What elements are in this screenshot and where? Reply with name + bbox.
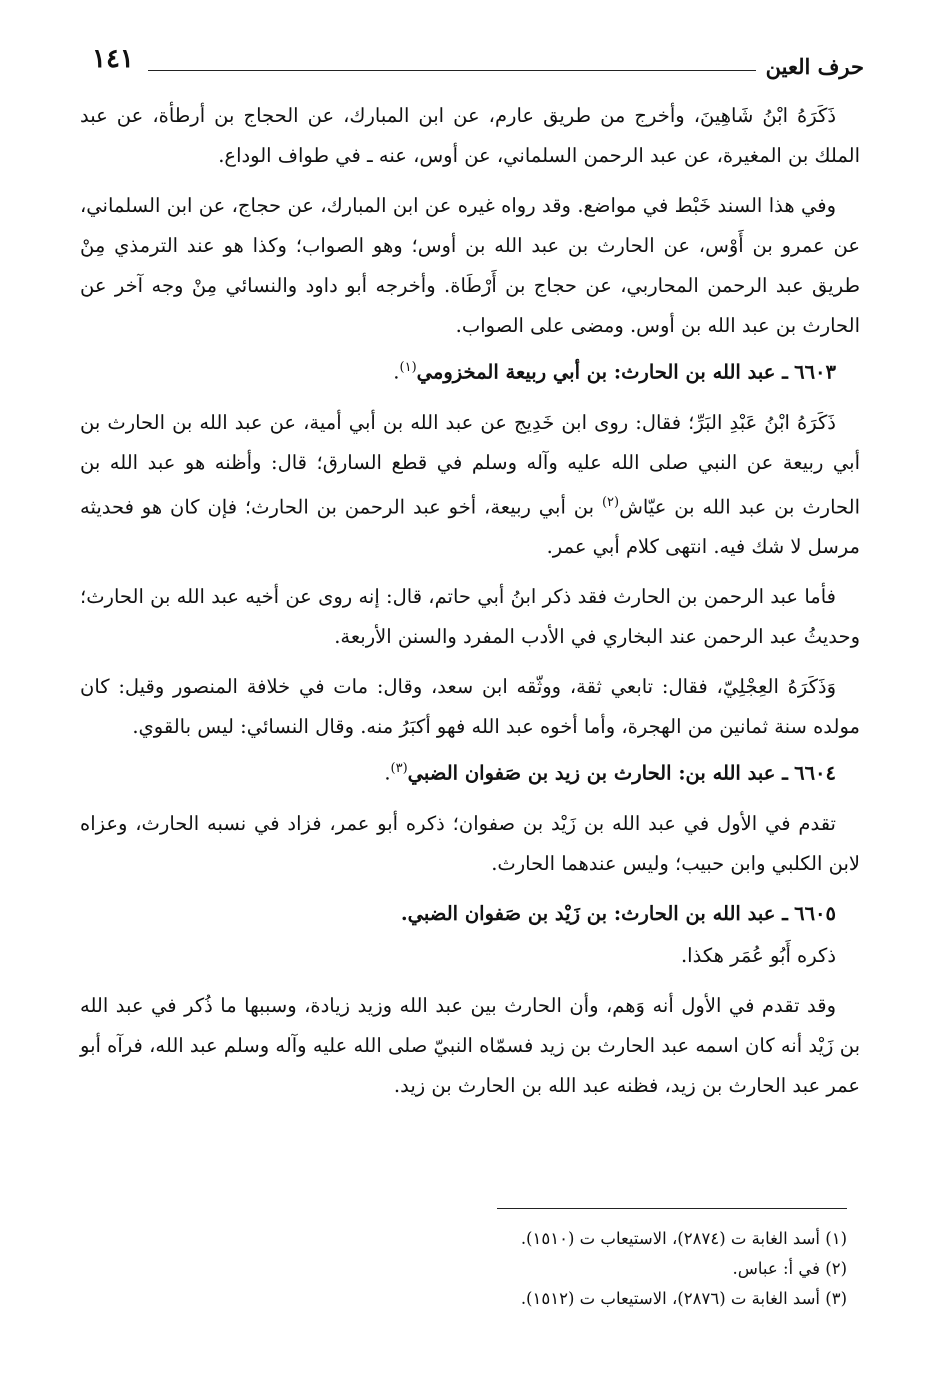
entry-heading-6604: ٦٦٠٤ ـ عبد الله بن: الحارث بن زيد بن صَفوان الضبي$^{(٣)}$.: [384, 761, 836, 785]
paragraph: ذكره أَبُو عُمَر هكذا.: [680, 943, 836, 967]
paragraph-text-cont: بن أبي ربيعة، أخو عبد الرحمن بن الحارث؛ فإن كان هو فحديثه مرسل لا شك فيه. انتهى كلام أبي عمر.: [80, 495, 860, 558]
footnotes: [247, 1224, 847, 1314]
footnote-ref: (٣): [390, 761, 408, 776]
footnote-ref: (١): [399, 360, 417, 375]
entry-heading-6603: ٦٦٠٣ ـ عبد الله بن الحارث: بن أبي ربيعة المخزومي$^{(١)}$.: [393, 360, 836, 384]
footnote-rule: [497, 1208, 847, 1209]
footnote-ref: (٢): [601, 494, 620, 510]
paragraph: وَذَكَرَهُ العِجْلِيّ، فقال: تابعي ثقة، ووثّقه ابن سعد، وقال: مات في خلافة المنصور وقيل: كان مولده سنة ثمانين من الهجرة، وأما أخوه عبد الله فهو أكبَرُ منه. وقال النسائي: ليس بالقوي.: [80, 675, 860, 738]
entry-number: ٦٦٠٥: [794, 901, 836, 925]
page-header: [84, 44, 864, 88]
footnote: (٣) أسد الغابة ت (٢٨٧٦)، الاستيعاب ت (١٥١٢).: [520, 1289, 847, 1308]
entry-title: ـ عبد الله بن: [685, 761, 788, 785]
paragraph: وفي هذا السند خَبْط في مواضع. وقد رواه غيره عن ابن المبارك، عن حجاج، عن ابن السلماني، عن عمرو بن أَوْس، عن الحارث بن عبد الله بن أوس؛ وهو الصواب؛ وكذا هو عند الترمذي مِنْ طريق عبد الرحمن المحاربي، عن حجاج بن أَرْطَاة. وأخرجه أبو داود والنسائي مِنْ وجه آخر عن الحارث بن عبد الله بن أوس. ومضى على الصواب.: [80, 194, 860, 337]
entry-title-rest: : بن أبي ربيعة المخزومي: [416, 360, 622, 384]
paragraph: وقد تقدم في الأول أنه وَهم، وأن الحارث بين عبد الله وزيد زيادة، وسببها ما ذُكر في عبد الله بن زَيْد أنه كان اسمه عبد الحارث بن زيد فسمّاه النبيّ صلى الله عليه وآله وسلم عبد الله، فرآه أبو عمر عبد الحارث بن زيد، فظنه عبد الله بن الحارث بن زيد.: [80, 993, 860, 1097]
entry-title: ـ عبد الله بن الحارث: [621, 901, 788, 925]
entry-title-rest: : الحارث بن زيد بن صَفوان الضبي: [407, 761, 686, 785]
entry-title-rest: : بن زَيْد بن صَفوان الضبي.: [400, 901, 622, 925]
entry-number: ٦٦٠٤: [794, 761, 836, 785]
paragraph-text: ذَكَرَهُ ابْنُ عَبْدِ البَرِّ؛ فقال: روى ابن خَدِيج عن عبد الله بن أبي أمية، عن عبد الله بن الحارث بن أبي ربيعة عن النبي صلى الله عليه وآله وسلم في قطع السارق؛ قال: وأظنه هو عبد الله بن الحارث بن عبد الله بن عيّاش: [80, 410, 860, 518]
page-number: ١٤١: [92, 44, 134, 74]
entry-title: ـ عبد الله بن الحارث: [621, 360, 788, 384]
entry-number: ٦٦٠٣: [794, 360, 836, 384]
entry-heading-6605: [80, 894, 860, 934]
paragraph: ذَكَرَهُ ابْنُ شَاهِينَ، وأخرج من طريق عارم، عن ابن المبارك، عن الحجاج بن أرطأة، عن عبد الملك بن المغيرة، عن عبد الرحمن السلماني، عن أوس، عنه ـ في طواف الوداع.: [80, 104, 860, 167]
footnote: (١) أسد الغابة ت (٢٨٧٤)، الاستيعاب ت (١٥١٠).: [520, 1229, 847, 1248]
main-text: [80, 96, 860, 1116]
header-rule: [148, 70, 756, 71]
paragraph: فأما عبد الرحمن بن الحارث فقد ذكر ابنُ أبي حاتم، قال: إنه روى عن أخيه عبد الله بن الحارث؛ وحديثُ عبد الرحمن عند البخاري في الأدب المفرد والسنن الأربعة.: [80, 585, 860, 648]
footnote: (٢) في أ: عباس.: [732, 1259, 847, 1278]
running-head: حرف العين: [765, 54, 864, 79]
paragraph: تقدم في الأول في عبد الله بن زَيْد بن صفوان؛ ذكره أبو عمر، فزاد في نسبه الحارث، وعزاه لابن الكلبي وابن حبيب؛ وليس عندهما الحارث.: [80, 811, 860, 875]
paragraph: [80, 403, 860, 568]
